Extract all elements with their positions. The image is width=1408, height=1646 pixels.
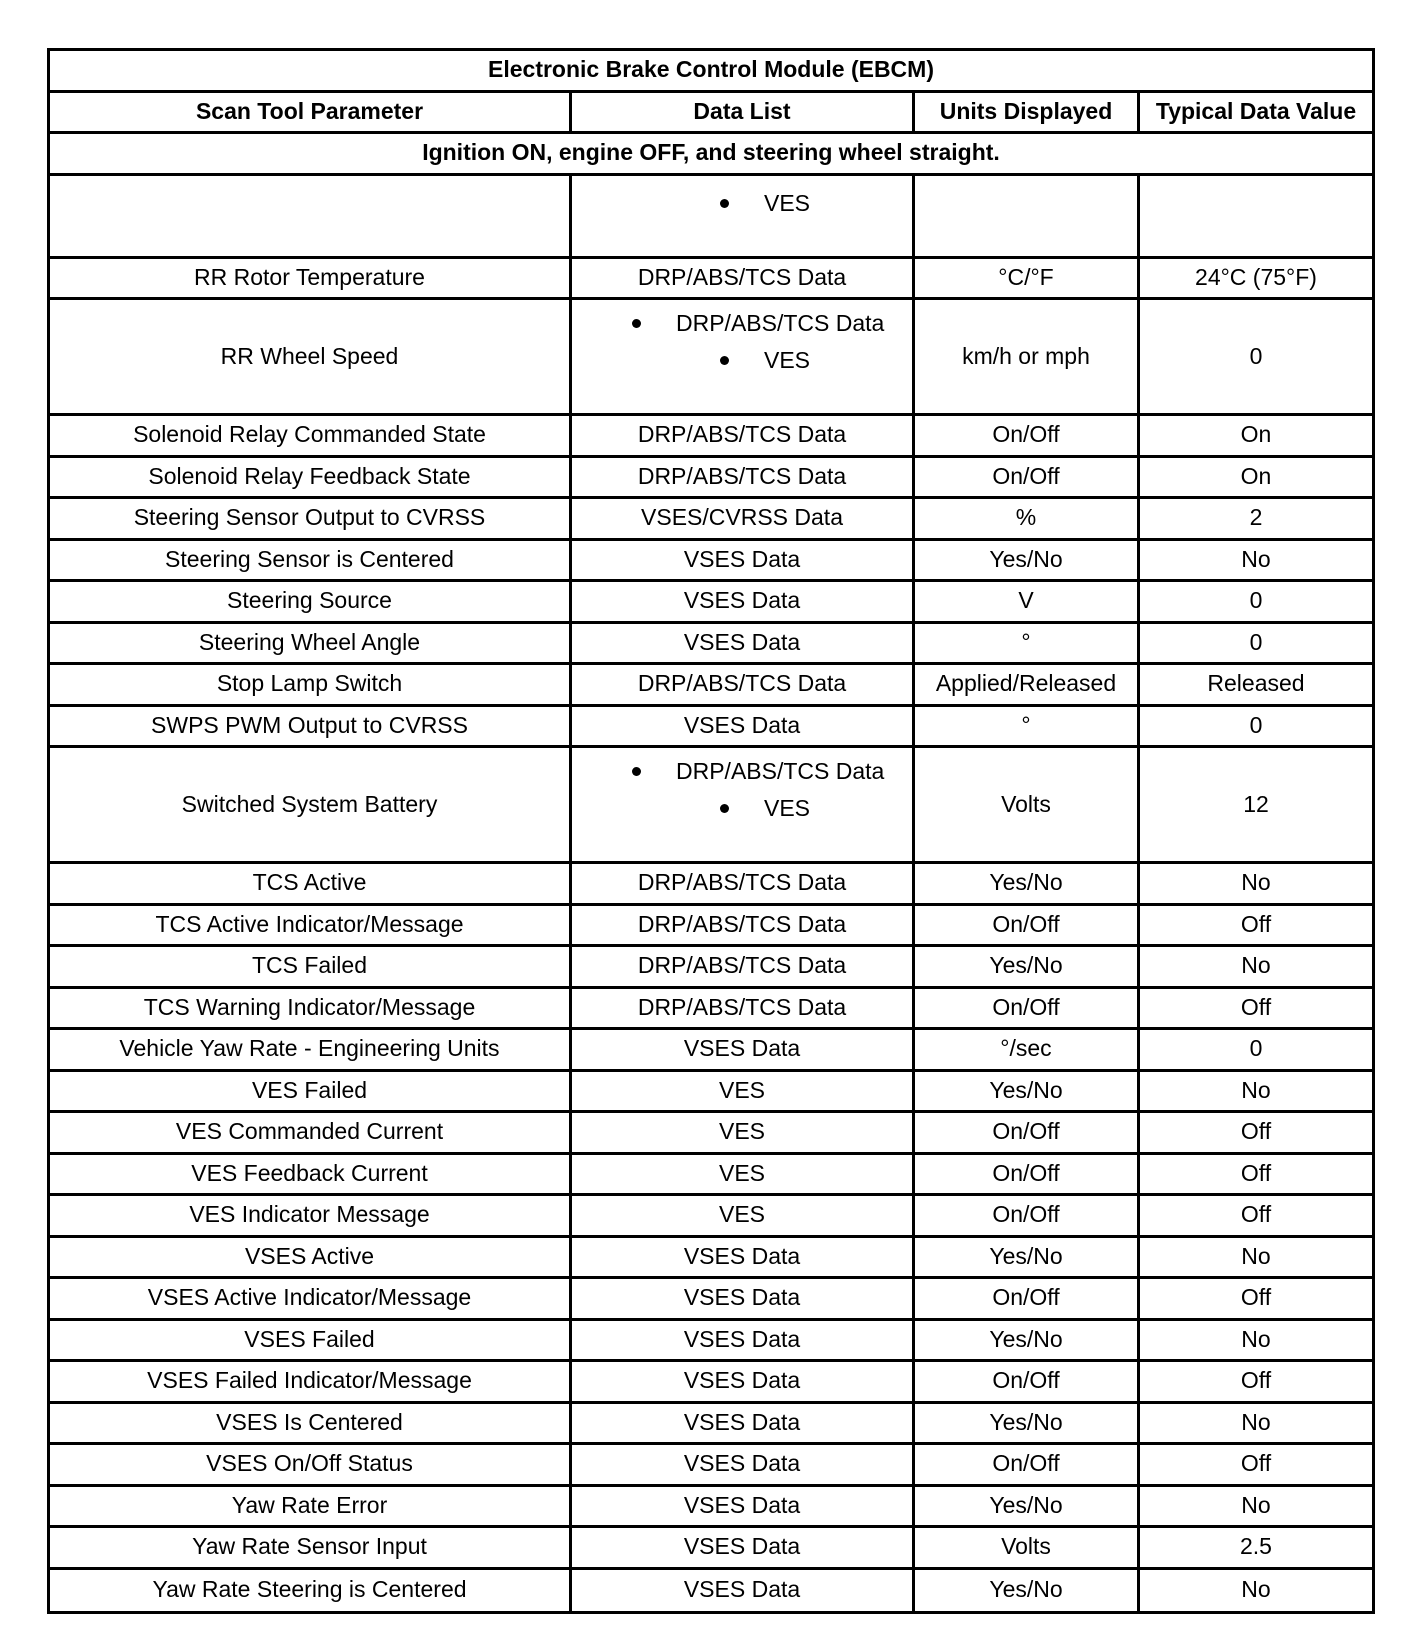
- bullet-icon: [720, 804, 729, 813]
- units-cell: On/Off: [915, 1155, 1140, 1194]
- param-cell: VES Failed: [50, 1072, 572, 1111]
- value-cell: No: [1241, 1576, 1271, 1603]
- param-cell: Steering Sensor is Centered: [50, 541, 572, 580]
- value-cell: No: [1241, 545, 1271, 572]
- value-cell: No: [1241, 1242, 1271, 1269]
- param-cell: Solenoid Relay Feedback State: [50, 458, 572, 497]
- param-cell: TCS Active: [50, 864, 572, 903]
- value-cell: Off: [1240, 910, 1272, 937]
- param-cell: Yaw Rate Error: [50, 1487, 572, 1526]
- data-list-cell: VSES Data: [572, 1238, 915, 1277]
- data-list-cell: VSES Data: [572, 1404, 915, 1443]
- data-list-cell: VSES Data: [572, 1487, 915, 1526]
- units-cell: Yes/No: [915, 1570, 1140, 1612]
- value-cell: Off: [1240, 1450, 1272, 1477]
- param-cell: RR Rotor Temperature: [50, 259, 572, 298]
- table-row: [50, 707, 1372, 749]
- data-list-cell: VSES Data: [572, 541, 915, 580]
- table-title: Electronic Brake Control Module (EBCM): [488, 56, 934, 83]
- table-row: [50, 300, 1372, 416]
- bullet-icon: [720, 356, 729, 365]
- data-list-cell: VSES Data: [572, 1445, 915, 1484]
- units-cell: °: [915, 624, 1140, 663]
- table-row: [50, 1321, 1372, 1363]
- table-row: [50, 1072, 1372, 1114]
- table-row: [50, 458, 1372, 500]
- value-cell: No: [1241, 1491, 1271, 1518]
- units-cell: Yes/No: [915, 864, 1140, 903]
- bullet-icon: [632, 319, 641, 328]
- table-row: [50, 541, 1372, 583]
- param-cell: TCS Warning Indicator/Message: [50, 989, 572, 1028]
- units-cell: On/Off: [915, 1445, 1140, 1484]
- bullet-icon: [720, 199, 729, 208]
- value-cell: Off: [1240, 1201, 1272, 1228]
- data-list-cell: DRP/ABS/TCS Data: [572, 906, 915, 945]
- table-row: [50, 665, 1372, 707]
- table-row: [50, 499, 1372, 541]
- condition-row: [50, 134, 1372, 176]
- table-header-row: [50, 93, 1372, 135]
- table-row: [50, 1362, 1372, 1404]
- value-cell: 0: [1249, 587, 1263, 614]
- value-cell: 0: [1249, 711, 1263, 738]
- data-list-cell: [572, 748, 915, 861]
- table-row: [50, 1113, 1372, 1155]
- table-row: [50, 906, 1372, 948]
- value-cell: 0: [1249, 1035, 1263, 1062]
- data-list-cell: [572, 176, 915, 256]
- param-cell: VSES Failed: [50, 1321, 572, 1360]
- table-row: [50, 1155, 1372, 1197]
- table-row: [50, 1487, 1372, 1529]
- units-cell: On/Off: [915, 1196, 1140, 1235]
- units-cell: Yes/No: [915, 1238, 1140, 1277]
- param-cell: Steering Wheel Angle: [50, 624, 572, 663]
- header-scan-tool-parameter: Scan Tool Parameter: [50, 93, 572, 132]
- units-cell: On/Off: [915, 1279, 1140, 1318]
- value-cell: 12: [1243, 790, 1269, 817]
- units-cell: Volts: [915, 1528, 1140, 1567]
- data-list-item: DRP/ABS/TCS Data: [676, 758, 885, 784]
- data-list-item: VES: [764, 189, 811, 216]
- units-cell: Yes/No: [915, 541, 1140, 580]
- data-list-cell: DRP/ABS/TCS Data: [572, 864, 915, 903]
- value-cell: Off: [1240, 993, 1272, 1020]
- value-cell: On: [1240, 462, 1272, 489]
- data-list-cell: VSES Data: [572, 1279, 915, 1318]
- units-cell: Volts: [915, 748, 1140, 861]
- param-cell: VSES On/Off Status: [50, 1445, 572, 1484]
- data-list-cell: VSES Data: [572, 707, 915, 746]
- value-cell: 0: [1249, 342, 1263, 369]
- param-cell: Solenoid Relay Commanded State: [50, 416, 572, 455]
- data-list-cell: VSES Data: [572, 1030, 915, 1069]
- table-row: [50, 1279, 1372, 1321]
- param-cell: VES Indicator Message: [50, 1196, 572, 1235]
- param-cell: Vehicle Yaw Rate - Engineering Units: [50, 1030, 572, 1069]
- units-cell: Yes/No: [915, 1072, 1140, 1111]
- param-cell: VES Commanded Current: [50, 1113, 572, 1152]
- units-cell: km/h or mph: [915, 300, 1140, 413]
- data-list-cell: VSES Data: [572, 1570, 915, 1612]
- value-cell: No: [1241, 1325, 1271, 1352]
- data-list-item: VES: [764, 794, 811, 821]
- param-cell: Yaw Rate Steering is Centered: [50, 1570, 572, 1612]
- units-cell: On/Off: [915, 416, 1140, 455]
- table-row: [50, 624, 1372, 666]
- value-cell: Off: [1240, 1284, 1272, 1311]
- units-cell: °: [915, 707, 1140, 746]
- units-cell: On/Off: [915, 906, 1140, 945]
- value-cell: 0: [1249, 628, 1263, 655]
- param-cell: VES Feedback Current: [50, 1155, 572, 1194]
- param-cell: TCS Failed: [50, 947, 572, 986]
- value-cell: 2.5: [1240, 1533, 1272, 1560]
- table-row: [50, 582, 1372, 624]
- table-row: [50, 1445, 1372, 1487]
- units-cell: On/Off: [915, 989, 1140, 1028]
- value-cell: No: [1241, 869, 1271, 896]
- units-cell: On/Off: [915, 1362, 1140, 1401]
- units-cell: [915, 176, 1140, 256]
- param-cell: Stop Lamp Switch: [50, 665, 572, 704]
- table-row: [50, 1404, 1372, 1446]
- table-row: [50, 748, 1372, 864]
- param-cell: TCS Active Indicator/Message: [50, 906, 572, 945]
- data-list-cell: VES: [572, 1113, 915, 1152]
- units-cell: Applied/Released: [915, 665, 1140, 704]
- units-cell: On/Off: [915, 458, 1140, 497]
- table-title-row: [50, 51, 1372, 93]
- value-cell: No: [1241, 1408, 1271, 1435]
- data-list-cell: VSES Data: [572, 1321, 915, 1360]
- data-list-cell: DRP/ABS/TCS Data: [572, 947, 915, 986]
- param-cell: Steering Source: [50, 582, 572, 621]
- data-list-cell: DRP/ABS/TCS Data: [572, 665, 915, 704]
- units-cell: Yes/No: [915, 1321, 1140, 1360]
- data-list-item: VES: [764, 346, 811, 373]
- table-row: [50, 989, 1372, 1031]
- value-cell: [1140, 176, 1372, 256]
- value-cell: On: [1240, 421, 1272, 448]
- param-cell: VSES Active Indicator/Message: [50, 1279, 572, 1318]
- data-list-cell: VES: [572, 1155, 915, 1194]
- data-list-cell: DRP/ABS/TCS Data: [572, 458, 915, 497]
- condition-text: Ignition ON, engine OFF, and steering wheel straight.: [422, 139, 1000, 166]
- param-cell: Switched System Battery: [50, 748, 572, 861]
- table-row: [50, 1030, 1372, 1072]
- param-cell: [50, 176, 572, 256]
- table-row: [50, 176, 1372, 259]
- param-cell: Yaw Rate Sensor Input: [50, 1528, 572, 1567]
- data-list-cell: DRP/ABS/TCS Data: [572, 259, 915, 298]
- header-data-list: Data List: [572, 93, 915, 132]
- units-cell: Yes/No: [915, 1487, 1140, 1526]
- units-cell: °/sec: [915, 1030, 1140, 1069]
- data-list-cell: VES: [572, 1196, 915, 1235]
- data-list-cell: VES: [572, 1072, 915, 1111]
- value-cell: No: [1241, 1076, 1271, 1103]
- data-list-cell: [572, 300, 915, 413]
- units-cell: V: [915, 582, 1140, 621]
- data-list-cell: VSES Data: [572, 582, 915, 621]
- value-cell: Released: [1207, 670, 1305, 697]
- units-cell: On/Off: [915, 1113, 1140, 1152]
- table-row: [50, 1196, 1372, 1238]
- data-list-cell: VSES Data: [572, 1528, 915, 1567]
- param-cell: Steering Sensor Output to CVRSS: [50, 499, 572, 538]
- bullet-icon: [632, 767, 641, 776]
- param-cell: VSES Is Centered: [50, 1404, 572, 1443]
- table-row: [50, 259, 1372, 301]
- value-cell: Off: [1240, 1159, 1272, 1186]
- param-cell: VSES Active: [50, 1238, 572, 1277]
- table-row: [50, 947, 1372, 989]
- data-list-cell: DRP/ABS/TCS Data: [572, 416, 915, 455]
- units-cell: Yes/No: [915, 1404, 1140, 1443]
- value-cell: No: [1241, 952, 1271, 979]
- value-cell: 24°C (75°F): [1195, 263, 1317, 290]
- data-list-cell: DRP/ABS/TCS Data: [572, 989, 915, 1028]
- units-cell: °C/°F: [915, 259, 1140, 298]
- data-list-item: DRP/ABS/TCS Data: [676, 310, 885, 336]
- value-cell: Off: [1240, 1367, 1272, 1394]
- param-cell: RR Wheel Speed: [50, 300, 572, 413]
- table-row: [50, 1570, 1372, 1612]
- value-cell: Off: [1240, 1118, 1272, 1145]
- data-list-cell: VSES Data: [572, 624, 915, 663]
- units-cell: %: [915, 499, 1140, 538]
- ebcm-data-table: [47, 48, 1375, 1614]
- param-cell: VSES Failed Indicator/Message: [50, 1362, 572, 1401]
- header-typical-data-value: Typical Data Value: [1155, 97, 1357, 124]
- value-cell: 2: [1249, 504, 1263, 531]
- table-row: [50, 1528, 1372, 1570]
- units-cell: Yes/No: [915, 947, 1140, 986]
- param-cell: SWPS PWM Output to CVRSS: [50, 707, 572, 746]
- table-row: [50, 416, 1372, 458]
- table-row: [50, 864, 1372, 906]
- table-row: [50, 1238, 1372, 1280]
- data-list-cell: VSES/CVRSS Data: [572, 499, 915, 538]
- data-list-cell: VSES Data: [572, 1362, 915, 1401]
- header-units-displayed: Units Displayed: [915, 93, 1140, 132]
